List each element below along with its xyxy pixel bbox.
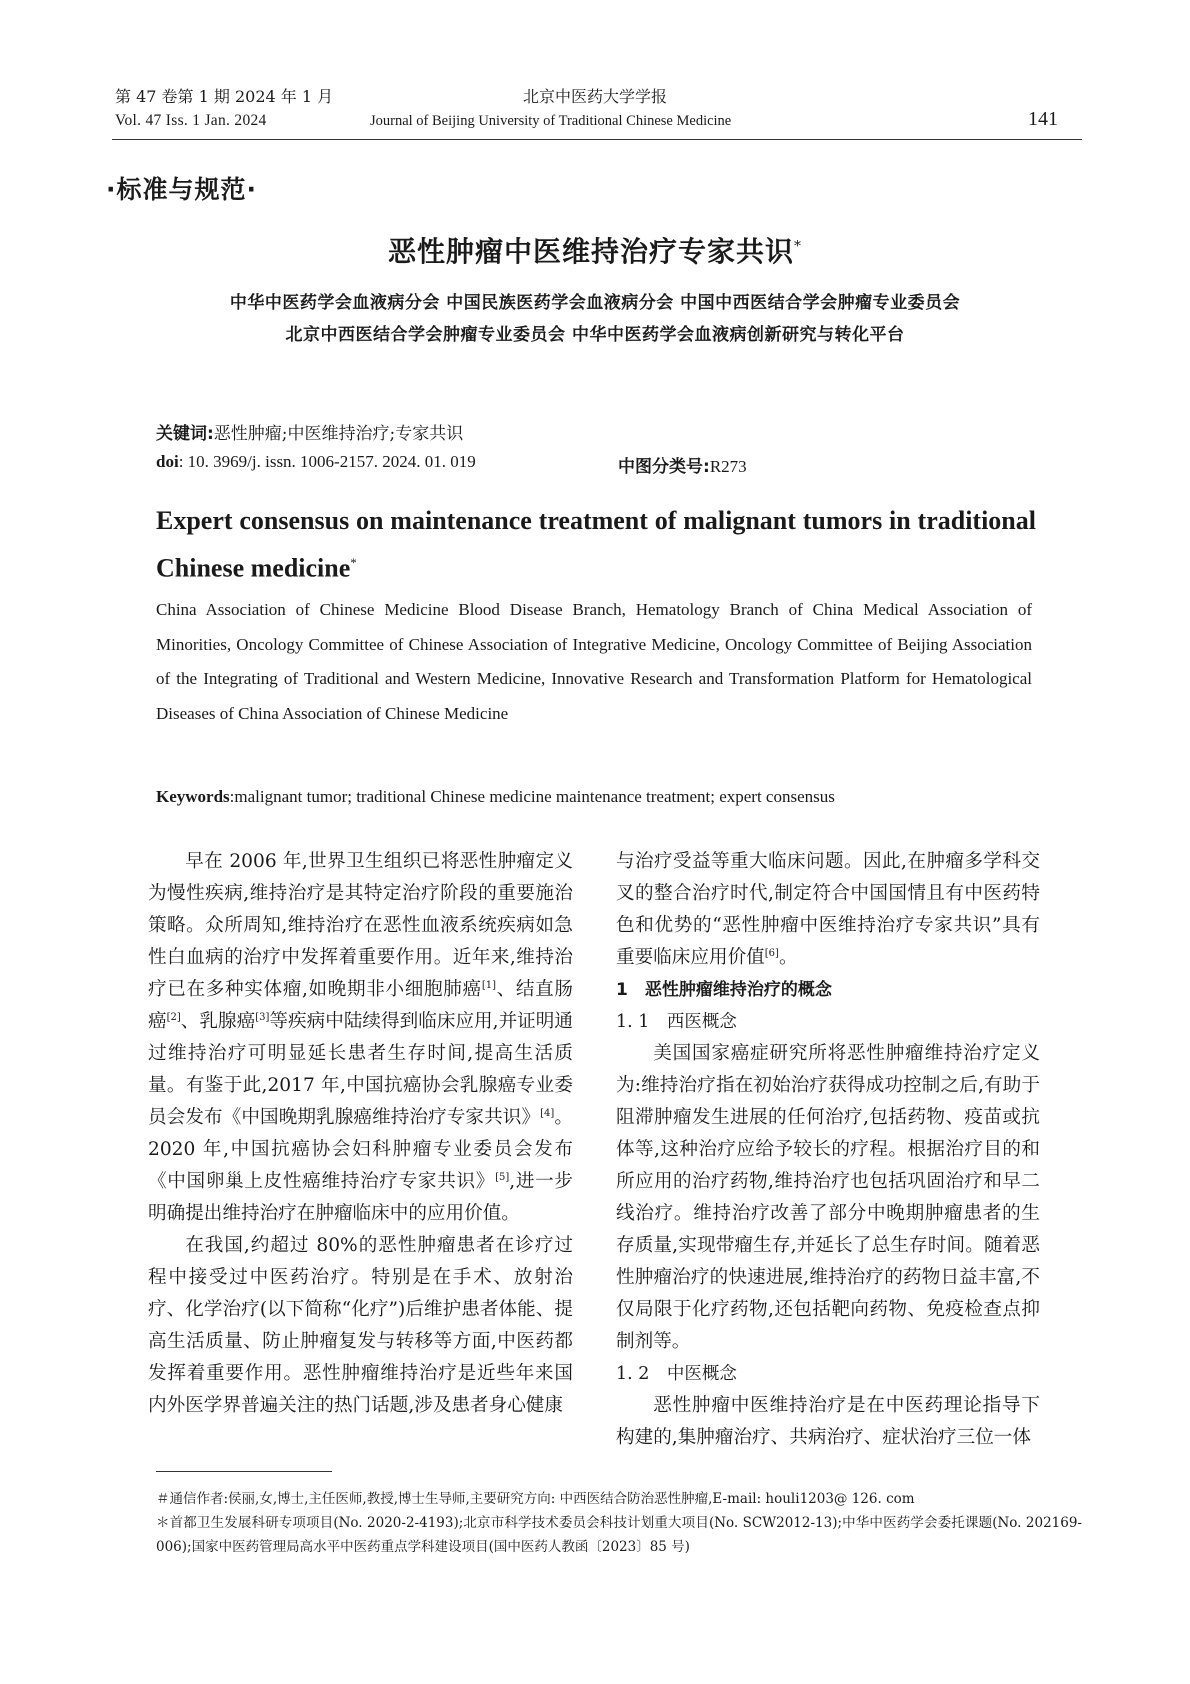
clc-text: R273 <box>709 457 747 476</box>
citation-ref: [3] <box>255 1011 270 1023</box>
footnote-corresponding: ＃通信作者:侯丽,女,博士,主任医师,教授,博士生导师,主要研究方向: 中西医结合防治恶性肿瘤,E-mail: houli1203@ 126. com <box>156 1491 915 1507</box>
body-paragraph-1 <box>148 846 573 1230</box>
citation-ref: [1] <box>481 979 496 991</box>
authors-line-2: 北京中西医结合学会肿瘤专业委员会 中华中医药学会血液病创新研究与转化平台 <box>285 325 905 345</box>
header-issue-cn: 第 47 卷第 1 期 2024 年 1 月 <box>115 87 334 106</box>
citation-ref: [6] <box>764 947 779 959</box>
keywords-en-text: :malignant tumor; traditional Chinese medicine maintenance treatment; expert consensus <box>229 787 835 806</box>
header-journal-en: Journal of Beijing University of Traditional Chinese Medicine <box>370 113 732 129</box>
doi <box>156 452 476 472</box>
body-paragraph-2: 在我国,约超过 80%的恶性肿瘤患者在诊疗过程中接受过中医药治疗。特别是在手术、放射治疗、化学治疗(以下简称“化疗”)后维护患者体能、提高生活质量、防止肿瘤复发与转移等方面,中医药都发挥着重要作用。恶性肿瘤维持治疗是近些年来国内外医学界普遍关注的热门话题,涉及患者身心健康 <box>148 1235 573 1416</box>
paragraph-text-segment: 。2020 年,中国抗癌协会妇科肿瘤专业委员会发布《中国卵巢上皮性癌维持治疗专家共识》 <box>148 1107 573 1192</box>
paragraph-text-segment: ,进一步明确提出维持治疗在肿瘤临床中的应用价值。 <box>148 1171 573 1224</box>
title-cn <box>0 230 1190 270</box>
body-paragraph-1-1: 美国国家癌症研究所将恶性肿瘤维持治疗定义为:维持治疗指在初始治疗获得成功控制之后,有助于阻滞肿瘤发生进展的任何治疗,包括药物、疫苗或抗体等,这种治疗应给予较长的疗程。根据治疗目的和所应用的治疗药物,维持治疗也包括巩固治疗和早二线治疗。维持治疗改善了部分中晚期肿瘤患者的生存质量,实现带瘤生存,并延长了总生存时间。随着恶性肿瘤治疗的快速进展,维持治疗的药物日益丰富,不仅局限于化疗药物,还包括靶向药物、免疫检查点抑制剂等。 <box>616 1043 1040 1352</box>
header-rule <box>112 139 1082 140</box>
header-journal-cn: 北京中医药大学学报 <box>522 87 667 106</box>
paragraph-text-segment: 、结直肠癌 <box>148 979 573 1032</box>
header-issue-en: Vol. 47 Iss. 1 Jan. 2024 <box>115 112 267 129</box>
paragraph-text-segment: 、乳腺癌 <box>180 1011 256 1032</box>
footnote-rule <box>156 1471 332 1472</box>
footnote-funding: ＊首都卫生发展科研专项项目(No. 2020-2-4193);北京市科学技术委员会科技计划重大项目(No. SCW2012-13);中华中医药学会委托课题(No. 202169-006);国家中医药管理局高水平中医药重点学科建设项目(国中医药人教函〔2023〕85 号) <box>156 1515 1082 1555</box>
section-tag: ·标准与规范· <box>106 175 257 204</box>
paragraph-text-segment: 早在 2006 年,世界卫生组织已将恶性肿瘤定义为慢性疾病,维持治疗是其特定治疗阶段的重要施治策略。众所周知,维持治疗在恶性血液系统疾病如急性白血病的治疗中发挥着重要作用。近年来,维持治疗已在多种实体瘤,如晚期非小细胞肺癌 <box>148 851 573 1000</box>
keywords-cn-text: 恶性肿瘤;中医维持治疗;专家共识 <box>213 424 464 444</box>
body-paragraph-continued <box>616 846 1040 974</box>
body-paragraph-1-2: 恶性肿瘤中医维持治疗是在中医药理论指导下构建的,集肿瘤治疗、共病治疗、症状治疗三位一体 <box>616 1395 1040 1448</box>
authors-line-1: 中华中医药学会血液病分会 中国民族医药学会血液病分会 中国中西医结合学会肿瘤专业委员会 <box>229 293 961 313</box>
subsection-heading-1-1: 1. 1 西医概念 <box>616 1012 737 1032</box>
title-en-text: Expert consensus on maintenance treatment of malignant tumors in traditional Chinese medicine <box>156 506 1036 583</box>
title-cn-mark: * <box>794 238 802 255</box>
body-left-column <box>148 846 573 1422</box>
clc-label: 中图分类号: <box>618 457 710 477</box>
body-right-column <box>616 846 1040 1454</box>
subsection-heading-1-2: 1. 2 中医概念 <box>616 1364 737 1384</box>
keywords-en-label: Keywords <box>156 787 230 806</box>
doi-label: doi <box>156 452 179 471</box>
title-cn-text: 恶性肿瘤中医维持治疗专家共识 <box>387 235 794 268</box>
affiliations-en: China Association of Chinese Medicine Blood Disease Branch, Hematology Branch of China Medical Association of Minorities, Oncology Committee of Chinese Association of Integrative Medicine, Oncology Committee of Beijing Association of the Integrating of Traditional and Western Medicine, Innovative Research and Transformation Platform for Hematological Diseases of China Association of Chinese Medicine <box>156 600 1032 723</box>
body-paragraph-continued-end: 。 <box>778 947 798 968</box>
keywords-en <box>156 787 835 807</box>
citation-ref: [5] <box>495 1171 510 1183</box>
keywords-cn <box>156 419 463 444</box>
paragraph-text-segment: 等疾病中陆续得到临床应用,并证明通过维持治疗可明显延长患者生存时间,提高生活质量。有鉴于此,2017 年,中国抗癌协会乳腺癌专业委员会发布《中国晚期乳腺癌维持治疗专家共识》 <box>148 1011 573 1128</box>
citation-ref: [2] <box>166 1011 181 1023</box>
title-en-mark: * <box>350 555 357 570</box>
clc <box>618 452 747 477</box>
page-number: 141 <box>1028 108 1058 130</box>
body-paragraph-continued-text: 与治疗受益等重大临床问题。因此,在肿瘤多学科交叉的整合治疗时代,制定符合中国国情且有中医药特色和优势的“恶性肿瘤中医维持治疗专家共识”具有重要临床应用价值 <box>616 851 1040 968</box>
section-heading-1: 1 恶性肿瘤维持治疗的概念 <box>616 980 832 1000</box>
keywords-cn-label: 关键词: <box>156 424 214 444</box>
title-en <box>156 500 1036 590</box>
citation-ref: [4] <box>540 1107 555 1119</box>
doi-text: : 10. 3969/j. issn. 1006-2157. 2024. 01. 019 <box>178 452 476 471</box>
